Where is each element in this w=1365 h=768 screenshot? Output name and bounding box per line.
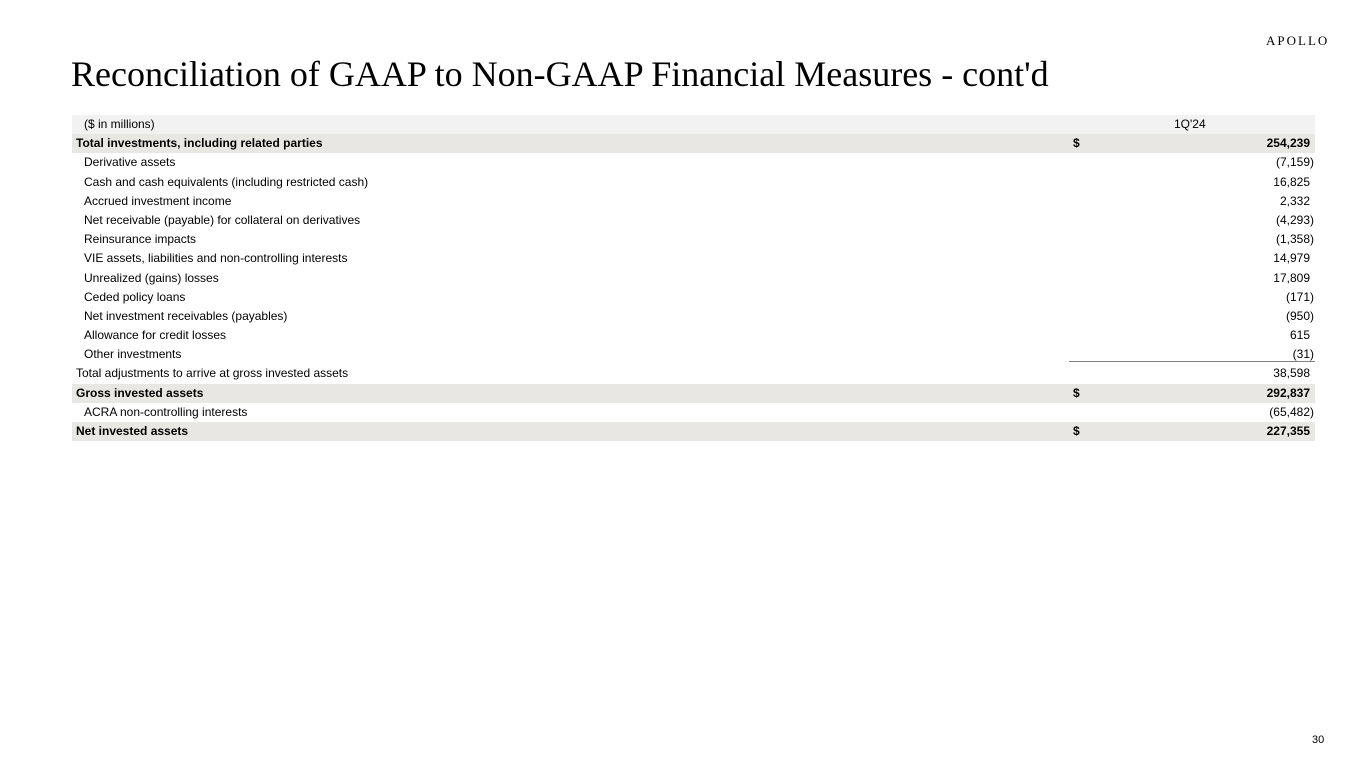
row-label: Gross invested assets [76, 385, 204, 400]
unit-label: ($ in millions) [84, 117, 155, 131]
table-row [72, 134, 1315, 153]
row-label: Reinsurance impacts [84, 232, 197, 247]
reconciliation-table [72, 115, 1315, 441]
row-value: 38,598 [1273, 366, 1310, 381]
row-value: (65,482) [1269, 404, 1314, 419]
page-title: Reconciliation of GAAP to Non-GAAP Financial Measures - cont'd [71, 54, 1049, 94]
page-number: 30 [1312, 734, 1325, 746]
table-header-row [72, 115, 1315, 134]
currency-symbol: $ [1073, 424, 1080, 438]
row-label: Net invested assets [76, 424, 189, 438]
table-row [72, 422, 1315, 441]
row-value: 227,355 [1266, 424, 1310, 438]
row-value: (950) [1285, 308, 1314, 323]
currency-symbol: $ [1073, 385, 1080, 400]
table-row [72, 192, 1315, 211]
row-label: Accrued investment income [84, 193, 232, 208]
table-row [72, 307, 1315, 326]
row-value: 254,239 [1266, 136, 1310, 151]
table-row [72, 211, 1315, 230]
period-column-header: 1Q'24 [1174, 117, 1206, 131]
row-value: (1,358) [1275, 232, 1314, 247]
table-row [72, 403, 1315, 422]
row-value: (31) [1292, 347, 1314, 362]
table-row [72, 288, 1315, 307]
row-label: Allowance for credit losses [84, 328, 227, 343]
row-label: VIE assets, liabilities and non-controlling interests [84, 251, 348, 266]
row-label: Other investments [84, 347, 182, 362]
row-value: 17,809 [1273, 270, 1310, 285]
row-value: 16,825 [1273, 174, 1310, 189]
table-row [72, 269, 1315, 288]
subtotal-rule [1069, 361, 1315, 362]
row-value: (4,293) [1275, 212, 1314, 227]
row-value: 14,979 [1273, 251, 1310, 266]
table-row [72, 230, 1315, 249]
row-label: ACRA non-controlling interests [84, 404, 248, 419]
row-value: (171) [1285, 289, 1314, 304]
row-label: Derivative assets [84, 155, 176, 170]
row-label: Unrealized (gains) losses [84, 270, 219, 285]
table-row [72, 153, 1315, 172]
table-row [72, 364, 1315, 383]
row-value: 292,837 [1266, 385, 1310, 400]
table-row [72, 384, 1315, 403]
row-label: Net investment receivables (payables) [84, 308, 288, 323]
row-label: Total adjustments to arrive at gross invested assets [76, 366, 349, 381]
table-row [72, 249, 1315, 268]
table-row [72, 173, 1315, 192]
table-row [72, 326, 1315, 345]
apollo-logo: APOLLO [1266, 33, 1330, 48]
table-body [72, 134, 1315, 441]
row-label: Net receivable (payable) for collateral on derivatives [84, 212, 361, 227]
row-value: 2,332 [1279, 193, 1310, 208]
currency-symbol: $ [1073, 136, 1080, 151]
row-value: (7,159) [1275, 155, 1314, 170]
row-label: Total investments, including related parties [76, 136, 323, 151]
row-value: 615 [1289, 328, 1310, 343]
row-label: Cash and cash equivalents (including restricted cash) [84, 174, 369, 189]
row-label: Ceded policy loans [84, 289, 186, 304]
